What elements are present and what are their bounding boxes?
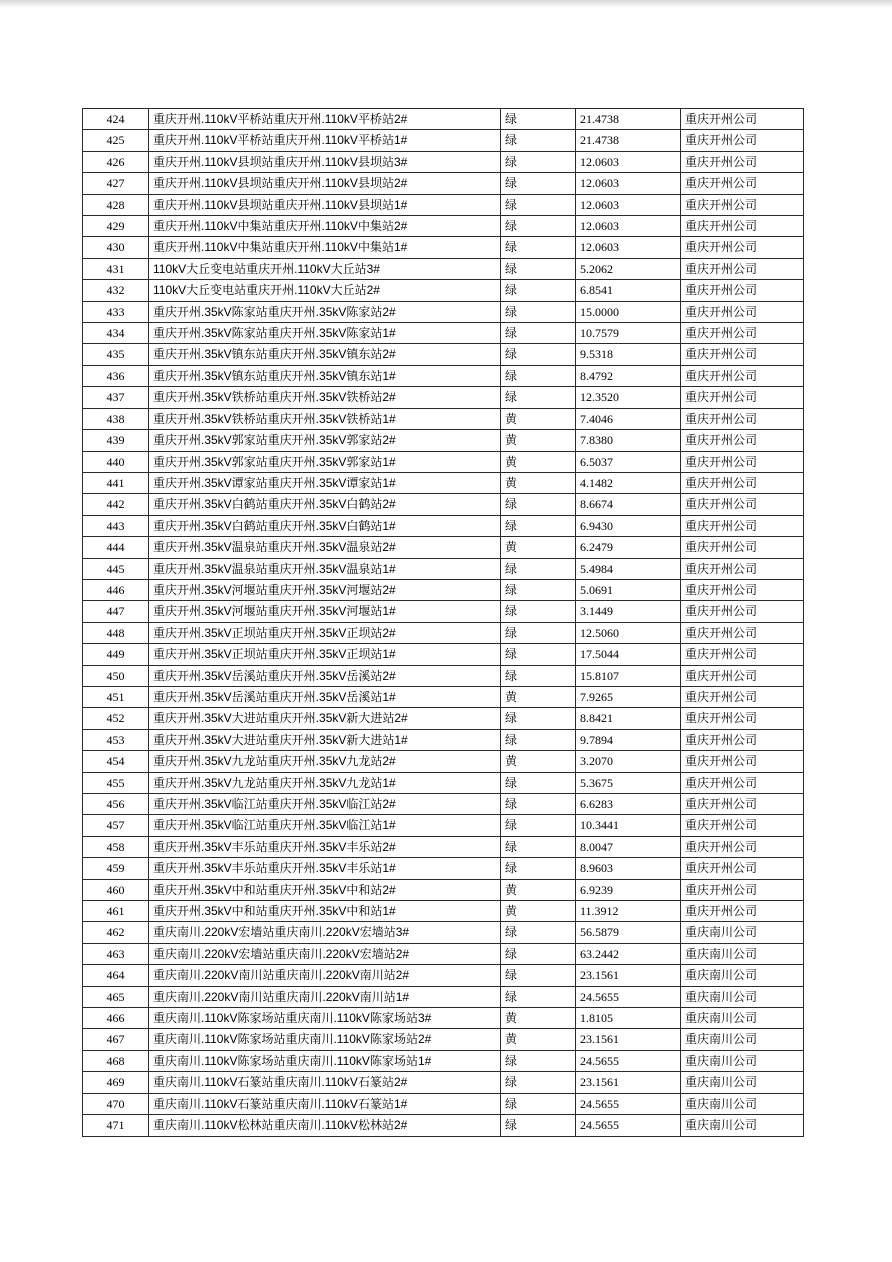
table-row [83, 237, 804, 258]
table-row [83, 301, 804, 322]
status-label: 黄 [501, 1029, 576, 1050]
station-name: 重庆开州.35kV铁桥站重庆开州.35kV铁桥站2# [149, 387, 501, 408]
status-label: 黄 [501, 430, 576, 451]
table-row [83, 772, 804, 793]
table-row [83, 151, 804, 172]
table-row [83, 922, 804, 943]
table-row [83, 194, 804, 215]
station-name: 重庆开州.35kV白鹤站重庆开州.35kV白鹤站2# [149, 494, 501, 515]
company-name: 重庆开州公司 [681, 344, 804, 365]
status-label: 绿 [501, 708, 576, 729]
value-cell: 9.5318 [576, 344, 681, 365]
company-name: 重庆开州公司 [681, 258, 804, 279]
row-number: 425 [83, 130, 149, 151]
station-name: 110kV大丘变电站重庆开州.110kV大丘站3# [149, 258, 501, 279]
value-cell: 6.9239 [576, 879, 681, 900]
company-name: 重庆开州公司 [681, 408, 804, 429]
station-name: 重庆开州.35kV陈家站重庆开州.35kV陈家站1# [149, 323, 501, 344]
station-name: 重庆开州.110kV平桥站重庆开州.110kV平桥站1# [149, 130, 501, 151]
company-name: 重庆开州公司 [681, 109, 804, 130]
status-label: 绿 [501, 323, 576, 344]
table-row [83, 344, 804, 365]
company-name: 重庆开州公司 [681, 729, 804, 750]
company-name: 重庆开州公司 [681, 537, 804, 558]
row-number: 443 [83, 515, 149, 536]
value-cell: 23.1561 [576, 1072, 681, 1093]
company-name: 重庆南川公司 [681, 1029, 804, 1050]
status-label: 绿 [501, 922, 576, 943]
station-name: 重庆开州.35kV丰乐站重庆开州.35kV丰乐站2# [149, 836, 501, 857]
row-number: 453 [83, 729, 149, 750]
status-label: 绿 [501, 301, 576, 322]
company-name: 重庆南川公司 [681, 943, 804, 964]
station-name: 重庆开州.35kV陈家站重庆开州.35kV陈家站2# [149, 301, 501, 322]
value-cell: 17.5044 [576, 644, 681, 665]
table-row [83, 109, 804, 130]
row-number: 434 [83, 323, 149, 344]
value-cell: 12.5060 [576, 622, 681, 643]
status-label: 绿 [501, 194, 576, 215]
row-number: 435 [83, 344, 149, 365]
table-row [83, 836, 804, 857]
row-number: 454 [83, 751, 149, 772]
company-name: 重庆开州公司 [681, 901, 804, 922]
company-name: 重庆南川公司 [681, 1008, 804, 1029]
value-cell: 6.5037 [576, 451, 681, 472]
status-label: 绿 [501, 344, 576, 365]
value-cell: 21.4738 [576, 130, 681, 151]
company-name: 重庆开州公司 [681, 472, 804, 493]
station-name: 重庆开州.35kV温泉站重庆开州.35kV温泉站1# [149, 558, 501, 579]
status-label: 绿 [501, 280, 576, 301]
station-name: 重庆开州.35kV丰乐站重庆开州.35kV丰乐站1# [149, 858, 501, 879]
status-label: 绿 [501, 365, 576, 386]
row-number: 438 [83, 408, 149, 429]
value-cell: 6.8541 [576, 280, 681, 301]
company-name: 重庆开州公司 [681, 323, 804, 344]
station-name: 110kV大丘变电站重庆开州.110kV大丘站2# [149, 280, 501, 301]
row-number: 424 [83, 109, 149, 130]
status-label: 绿 [501, 644, 576, 665]
table-row [83, 708, 804, 729]
station-name: 重庆开州.35kV临江站重庆开州.35kV临江站2# [149, 794, 501, 815]
value-cell: 5.2062 [576, 258, 681, 279]
row-number: 447 [83, 601, 149, 622]
table-row [83, 794, 804, 815]
station-name: 重庆南川.110kV陈家场站重庆南川.110kV陈家场站2# [149, 1029, 501, 1050]
status-label: 绿 [501, 216, 576, 237]
table-row [83, 472, 804, 493]
row-number: 469 [83, 1072, 149, 1093]
table-row [83, 408, 804, 429]
table-row [83, 515, 804, 536]
table-row [83, 622, 804, 643]
value-cell: 24.5655 [576, 1050, 681, 1071]
value-cell: 6.6283 [576, 794, 681, 815]
table-row [83, 430, 804, 451]
table-body [83, 109, 804, 1137]
row-number: 465 [83, 986, 149, 1007]
value-cell: 12.0603 [576, 173, 681, 194]
status-label: 绿 [501, 515, 576, 536]
value-cell: 24.5655 [576, 1115, 681, 1136]
status-label: 绿 [501, 494, 576, 515]
station-name: 重庆开州.35kV大进站重庆开州.35kV新大进站1# [149, 729, 501, 750]
value-cell: 8.9603 [576, 858, 681, 879]
value-cell: 10.7579 [576, 323, 681, 344]
station-name: 重庆开州.110kV县坝站重庆开州.110kV县坝站2# [149, 173, 501, 194]
status-label: 黄 [501, 901, 576, 922]
row-number: 461 [83, 901, 149, 922]
row-number: 471 [83, 1115, 149, 1136]
row-number: 467 [83, 1029, 149, 1050]
company-name: 重庆开州公司 [681, 644, 804, 665]
table-row [83, 387, 804, 408]
status-label: 绿 [501, 109, 576, 130]
row-number: 427 [83, 173, 149, 194]
station-name: 重庆南川.110kV陈家场站重庆南川.110kV陈家场站1# [149, 1050, 501, 1071]
company-name: 重庆南川公司 [681, 965, 804, 986]
row-number: 459 [83, 858, 149, 879]
station-name: 重庆开州.110kV中集站重庆开州.110kV中集站1# [149, 237, 501, 258]
station-name: 重庆南川.110kV陈家场站重庆南川.110kV陈家场站3# [149, 1008, 501, 1029]
station-name: 重庆开州.35kV河堰站重庆开州.35kV河堰站2# [149, 579, 501, 600]
station-name: 重庆开州.35kV郭家站重庆开州.35kV郭家站2# [149, 430, 501, 451]
value-cell: 7.9265 [576, 686, 681, 707]
row-number: 456 [83, 794, 149, 815]
company-name: 重庆南川公司 [681, 1050, 804, 1071]
status-label: 绿 [501, 794, 576, 815]
station-name: 重庆开州.35kV大进站重庆开州.35kV新大进站2# [149, 708, 501, 729]
status-label: 黄 [501, 472, 576, 493]
status-label: 黄 [501, 686, 576, 707]
station-name: 重庆开州.35kV镇东站重庆开州.35kV镇东站2# [149, 344, 501, 365]
company-name: 重庆开州公司 [681, 622, 804, 643]
station-name: 重庆南川.110kV松林站重庆南川.110kV松林站2# [149, 1115, 501, 1136]
station-name: 重庆开州.35kV白鹤站重庆开州.35kV白鹤站1# [149, 515, 501, 536]
status-label: 绿 [501, 858, 576, 879]
value-cell: 56.5879 [576, 922, 681, 943]
company-name: 重庆南川公司 [681, 922, 804, 943]
company-name: 重庆开州公司 [681, 365, 804, 386]
status-label: 黄 [501, 879, 576, 900]
value-cell: 12.0603 [576, 216, 681, 237]
company-name: 重庆开州公司 [681, 815, 804, 836]
row-number: 440 [83, 451, 149, 472]
station-name: 重庆南川.220kV宏墙站重庆南川.220kV宏墙站3# [149, 922, 501, 943]
row-number: 442 [83, 494, 149, 515]
value-cell: 12.0603 [576, 237, 681, 258]
value-cell: 4.1482 [576, 472, 681, 493]
company-name: 重庆开州公司 [681, 751, 804, 772]
company-name: 重庆开州公司 [681, 858, 804, 879]
page-top-edge-shade [0, 0, 892, 8]
status-label: 绿 [501, 173, 576, 194]
status-label: 绿 [501, 622, 576, 643]
status-label: 绿 [501, 237, 576, 258]
row-number: 432 [83, 280, 149, 301]
value-cell: 12.0603 [576, 151, 681, 172]
value-cell: 23.1561 [576, 1029, 681, 1050]
company-name: 重庆开州公司 [681, 301, 804, 322]
table-row [83, 280, 804, 301]
company-name: 重庆南川公司 [681, 1072, 804, 1093]
row-number: 452 [83, 708, 149, 729]
table-row [83, 858, 804, 879]
value-cell: 12.3520 [576, 387, 681, 408]
value-cell: 6.9430 [576, 515, 681, 536]
status-label: 黄 [501, 1008, 576, 1029]
value-cell: 15.0000 [576, 301, 681, 322]
company-name: 重庆开州公司 [681, 686, 804, 707]
status-label: 绿 [501, 387, 576, 408]
row-number: 430 [83, 237, 149, 258]
row-number: 426 [83, 151, 149, 172]
status-label: 绿 [501, 836, 576, 857]
station-name: 重庆开州.35kV岳溪站重庆开州.35kV岳溪站1# [149, 686, 501, 707]
station-name: 重庆开州.110kV县坝站重庆开州.110kV县坝站1# [149, 194, 501, 215]
row-number: 460 [83, 879, 149, 900]
table-row [83, 815, 804, 836]
row-number: 449 [83, 644, 149, 665]
value-cell: 7.8380 [576, 430, 681, 451]
value-cell: 8.6674 [576, 494, 681, 515]
status-label: 黄 [501, 408, 576, 429]
station-name: 重庆开州.35kV温泉站重庆开州.35kV温泉站2# [149, 537, 501, 558]
company-name: 重庆开州公司 [681, 836, 804, 857]
value-cell: 8.8421 [576, 708, 681, 729]
value-cell: 9.7894 [576, 729, 681, 750]
row-number: 436 [83, 365, 149, 386]
table-row [83, 986, 804, 1007]
company-name: 重庆开州公司 [681, 794, 804, 815]
value-cell: 23.1561 [576, 965, 681, 986]
table-row [83, 1050, 804, 1071]
value-cell: 1.8105 [576, 1008, 681, 1029]
table-row [83, 1115, 804, 1136]
row-number: 464 [83, 965, 149, 986]
station-name: 重庆开州.110kV平桥站重庆开州.110kV平桥站2# [149, 109, 501, 130]
row-number: 428 [83, 194, 149, 215]
company-name: 重庆开州公司 [681, 579, 804, 600]
company-name: 重庆开州公司 [681, 237, 804, 258]
table-row [83, 665, 804, 686]
status-label: 绿 [501, 729, 576, 750]
value-cell: 6.2479 [576, 537, 681, 558]
company-name: 重庆开州公司 [681, 130, 804, 151]
status-label: 绿 [501, 772, 576, 793]
status-label: 绿 [501, 1072, 576, 1093]
company-name: 重庆开州公司 [681, 194, 804, 215]
value-cell: 7.4046 [576, 408, 681, 429]
substation-data-table [82, 108, 804, 1137]
company-name: 重庆开州公司 [681, 151, 804, 172]
status-label: 绿 [501, 130, 576, 151]
station-name: 重庆开州.35kV九龙站重庆开州.35kV九龙站2# [149, 751, 501, 772]
station-name: 重庆南川.110kV石篆站重庆南川.110kV石篆站2# [149, 1072, 501, 1093]
company-name: 重庆开州公司 [681, 772, 804, 793]
company-name: 重庆开州公司 [681, 494, 804, 515]
status-label: 绿 [501, 986, 576, 1007]
company-name: 重庆开州公司 [681, 451, 804, 472]
station-name: 重庆开州.35kV中和站重庆开州.35kV中和站2# [149, 879, 501, 900]
station-name: 重庆南川.220kV宏墙站重庆南川.220kV宏墙站2# [149, 943, 501, 964]
status-label: 绿 [501, 665, 576, 686]
table-row [83, 258, 804, 279]
company-name: 重庆开州公司 [681, 173, 804, 194]
row-number: 470 [83, 1093, 149, 1114]
station-name: 重庆开州.35kV谭家站重庆开州.35kV谭家站1# [149, 472, 501, 493]
status-label: 绿 [501, 943, 576, 964]
company-name: 重庆开州公司 [681, 601, 804, 622]
value-cell: 5.4984 [576, 558, 681, 579]
table-row [83, 494, 804, 515]
table-row [83, 173, 804, 194]
row-number: 448 [83, 622, 149, 643]
row-number: 446 [83, 579, 149, 600]
table-row [83, 879, 804, 900]
station-name: 重庆开州.110kV县坝站重庆开州.110kV县坝站3# [149, 151, 501, 172]
company-name: 重庆开州公司 [681, 430, 804, 451]
table-row [83, 943, 804, 964]
status-label: 绿 [501, 579, 576, 600]
table-row [83, 751, 804, 772]
station-name: 重庆开州.110kV中集站重庆开州.110kV中集站2# [149, 216, 501, 237]
company-name: 重庆开州公司 [681, 216, 804, 237]
station-name: 重庆南川.220kV南川站重庆南川.220kV南川站2# [149, 965, 501, 986]
table-row [83, 644, 804, 665]
value-cell: 21.4738 [576, 109, 681, 130]
table-row [83, 1029, 804, 1050]
table-row [83, 216, 804, 237]
value-cell: 15.8107 [576, 665, 681, 686]
table-row [83, 686, 804, 707]
row-number: 429 [83, 216, 149, 237]
row-number: 458 [83, 836, 149, 857]
value-cell: 8.0047 [576, 836, 681, 857]
value-cell: 24.5655 [576, 1093, 681, 1114]
value-cell: 8.4792 [576, 365, 681, 386]
row-number: 468 [83, 1050, 149, 1071]
table-row [83, 1072, 804, 1093]
table-row [83, 537, 804, 558]
table-row [83, 323, 804, 344]
company-name: 重庆南川公司 [681, 986, 804, 1007]
table-row [83, 1093, 804, 1114]
station-name: 重庆开州.35kV镇东站重庆开州.35kV镇东站1# [149, 365, 501, 386]
row-number: 441 [83, 472, 149, 493]
company-name: 重庆开州公司 [681, 387, 804, 408]
station-name: 重庆开州.35kV岳溪站重庆开州.35kV岳溪站2# [149, 665, 501, 686]
station-name: 重庆南川.110kV石篆站重庆南川.110kV石篆站1# [149, 1093, 501, 1114]
station-name: 重庆开州.35kV郭家站重庆开州.35kV郭家站1# [149, 451, 501, 472]
station-name: 重庆开州.35kV正坝站重庆开州.35kV正坝站1# [149, 644, 501, 665]
station-name: 重庆开州.35kV河堰站重庆开州.35kV河堰站1# [149, 601, 501, 622]
company-name: 重庆开州公司 [681, 708, 804, 729]
status-label: 绿 [501, 1050, 576, 1071]
row-number: 445 [83, 558, 149, 579]
row-number: 439 [83, 430, 149, 451]
table-row [83, 558, 804, 579]
value-cell: 5.3675 [576, 772, 681, 793]
station-name: 重庆开州.35kV临江站重庆开州.35kV临江站1# [149, 815, 501, 836]
value-cell: 12.0603 [576, 194, 681, 215]
table-row [83, 729, 804, 750]
status-label: 黄 [501, 537, 576, 558]
row-number: 444 [83, 537, 149, 558]
row-number: 455 [83, 772, 149, 793]
status-label: 绿 [501, 1115, 576, 1136]
table-row [83, 1008, 804, 1029]
value-cell: 3.1449 [576, 601, 681, 622]
status-label: 绿 [501, 1093, 576, 1114]
station-name: 重庆开州.35kV正坝站重庆开州.35kV正坝站2# [149, 622, 501, 643]
status-label: 黄 [501, 751, 576, 772]
value-cell: 5.0691 [576, 579, 681, 600]
company-name: 重庆开州公司 [681, 879, 804, 900]
row-number: 466 [83, 1008, 149, 1029]
value-cell: 11.3912 [576, 901, 681, 922]
status-label: 绿 [501, 601, 576, 622]
table-row [83, 965, 804, 986]
company-name: 重庆开州公司 [681, 515, 804, 536]
table-row [83, 451, 804, 472]
row-number: 457 [83, 815, 149, 836]
value-cell: 10.3441 [576, 815, 681, 836]
status-label: 黄 [501, 451, 576, 472]
value-cell: 3.2070 [576, 751, 681, 772]
row-number: 463 [83, 943, 149, 964]
station-name: 重庆开州.35kV九龙站重庆开州.35kV九龙站1# [149, 772, 501, 793]
status-label: 绿 [501, 258, 576, 279]
row-number: 431 [83, 258, 149, 279]
status-label: 绿 [501, 151, 576, 172]
status-label: 绿 [501, 558, 576, 579]
row-number: 450 [83, 665, 149, 686]
company-name: 重庆开州公司 [681, 558, 804, 579]
company-name: 重庆南川公司 [681, 1115, 804, 1136]
table-row [83, 901, 804, 922]
station-name: 重庆开州.35kV铁桥站重庆开州.35kV铁桥站1# [149, 408, 501, 429]
row-number: 433 [83, 301, 149, 322]
company-name: 重庆南川公司 [681, 1093, 804, 1114]
row-number: 451 [83, 686, 149, 707]
value-cell: 24.5655 [576, 986, 681, 1007]
station-name: 重庆南川.220kV南川站重庆南川.220kV南川站1# [149, 986, 501, 1007]
table-row [83, 579, 804, 600]
table-row [83, 130, 804, 151]
company-name: 重庆开州公司 [681, 665, 804, 686]
company-name: 重庆开州公司 [681, 280, 804, 301]
value-cell: 63.2442 [576, 943, 681, 964]
status-label: 绿 [501, 815, 576, 836]
table-row [83, 601, 804, 622]
row-number: 437 [83, 387, 149, 408]
table-row [83, 365, 804, 386]
row-number: 462 [83, 922, 149, 943]
status-label: 绿 [501, 965, 576, 986]
station-name: 重庆开州.35kV中和站重庆开州.35kV中和站1# [149, 901, 501, 922]
